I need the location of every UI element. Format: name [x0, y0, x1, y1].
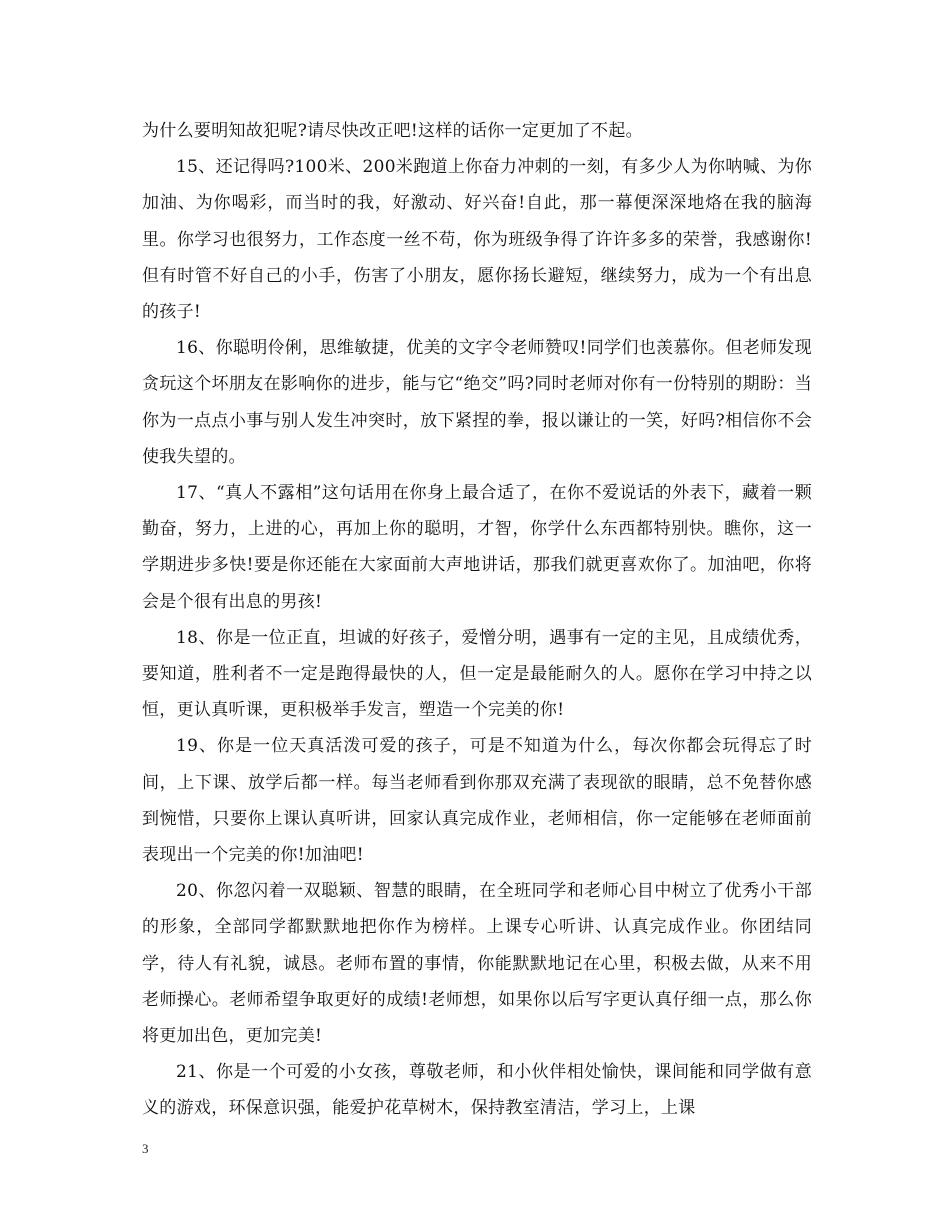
page-number: 3 — [142, 1141, 149, 1156]
paragraph-item-21: 21、你是一个可爱的小女孩，尊敬老师，和小伙伴相处愉快，课间能和同学做有意义的游戏，环保意识强，能爱护花草树木，保持教室清洁，学习上，上课 — [142, 1062, 812, 1119]
paragraph-item-18: 18、你是一位正直，坦诚的好孩子，爱憎分明，遇事有一定的主见，且成绩优秀，要知道，胜利者不一定是跑得最快的人，但一定是最能耐久的人。愿你在学习中持之以恒，更认真听课，更积极举手发言，塑造一个完美的你! — [142, 627, 812, 721]
paragraph-item-20: 20、你忽闪着一双聪颖、智慧的眼睛，在全班同学和老师心目中树立了优秀小干部的形象，全部同学都默默地把你作为榜样。上课专心听讲、认真完成作业。你团结同学，待人有礼貌，诚恳。老师布置的事情，你能默默地记在心里，积极去做，从来不用老师操心。老师希望争取更好的成绩!老师想，如果你以后写字更认真仔细一点，那么你将更加出色，更加完美! — [142, 881, 812, 1047]
paragraph-item-16: 16、你聪明伶俐，思维敏捷，优美的文字令老师赞叹!同学们也羡慕你。但老师发现贪玩这个坏朋友在影响你的进步，能与它“绝交”吗?同时老师对你有一份特别的期盼：当你为一点点小事与别人发生冲突时，放下紧捏的拳，报以谦让的一笑，好吗?相信你不会使我失望的。 — [142, 338, 812, 467]
paragraph-continuation: 为什么要明知故犯呢?请尽快改正吧!这样的话你一定更加了不起。 — [142, 121, 643, 141]
paragraph-item-15: 15、还记得吗?100米、200米跑道上你奋力冲刺的一刻，有多少人为你呐喊、为你加油、为你喝彩，而当时的我，好激动、好兴奋!自此，那一幕便深深地烙在我的脑海里。你学习也很努力，工作态度一丝不苟，你为班级争得了许许多多的荣誉，我感谢你!但有时管不好自己的小手，伤害了小朋友，愿你扬长避短，继续努力，成为一个有出息的孩子! — [142, 157, 812, 323]
document-body — [142, 113, 812, 1127]
paragraph-item-17: 17、“真人不露相”这句话用在你身上最合适了，在你不爱说话的外表下，藏着一颗勤奋，努力，上进的心，再加上你的聪明，才智，你学什么东西都特别快。瞧你，这一学期进步多快!要是你还能在大家面前大声地讲话，那我们就更喜欢你了。加油吧，你将会是个很有出息的男孩! — [142, 483, 812, 612]
paragraph-item-19: 19、你是一位天真活泼可爱的孩子，可是不知道为什么，每次你都会玩得忘了时间，上下课、放学后都一样。每当老师看到你那双充满了表现欲的眼睛，总不免替你感到惋惜，只要你上课认真听讲，回家认真完成作业，老师相信，你一定能够在老师面前表现出一个完美的你!加油吧! — [142, 736, 812, 866]
